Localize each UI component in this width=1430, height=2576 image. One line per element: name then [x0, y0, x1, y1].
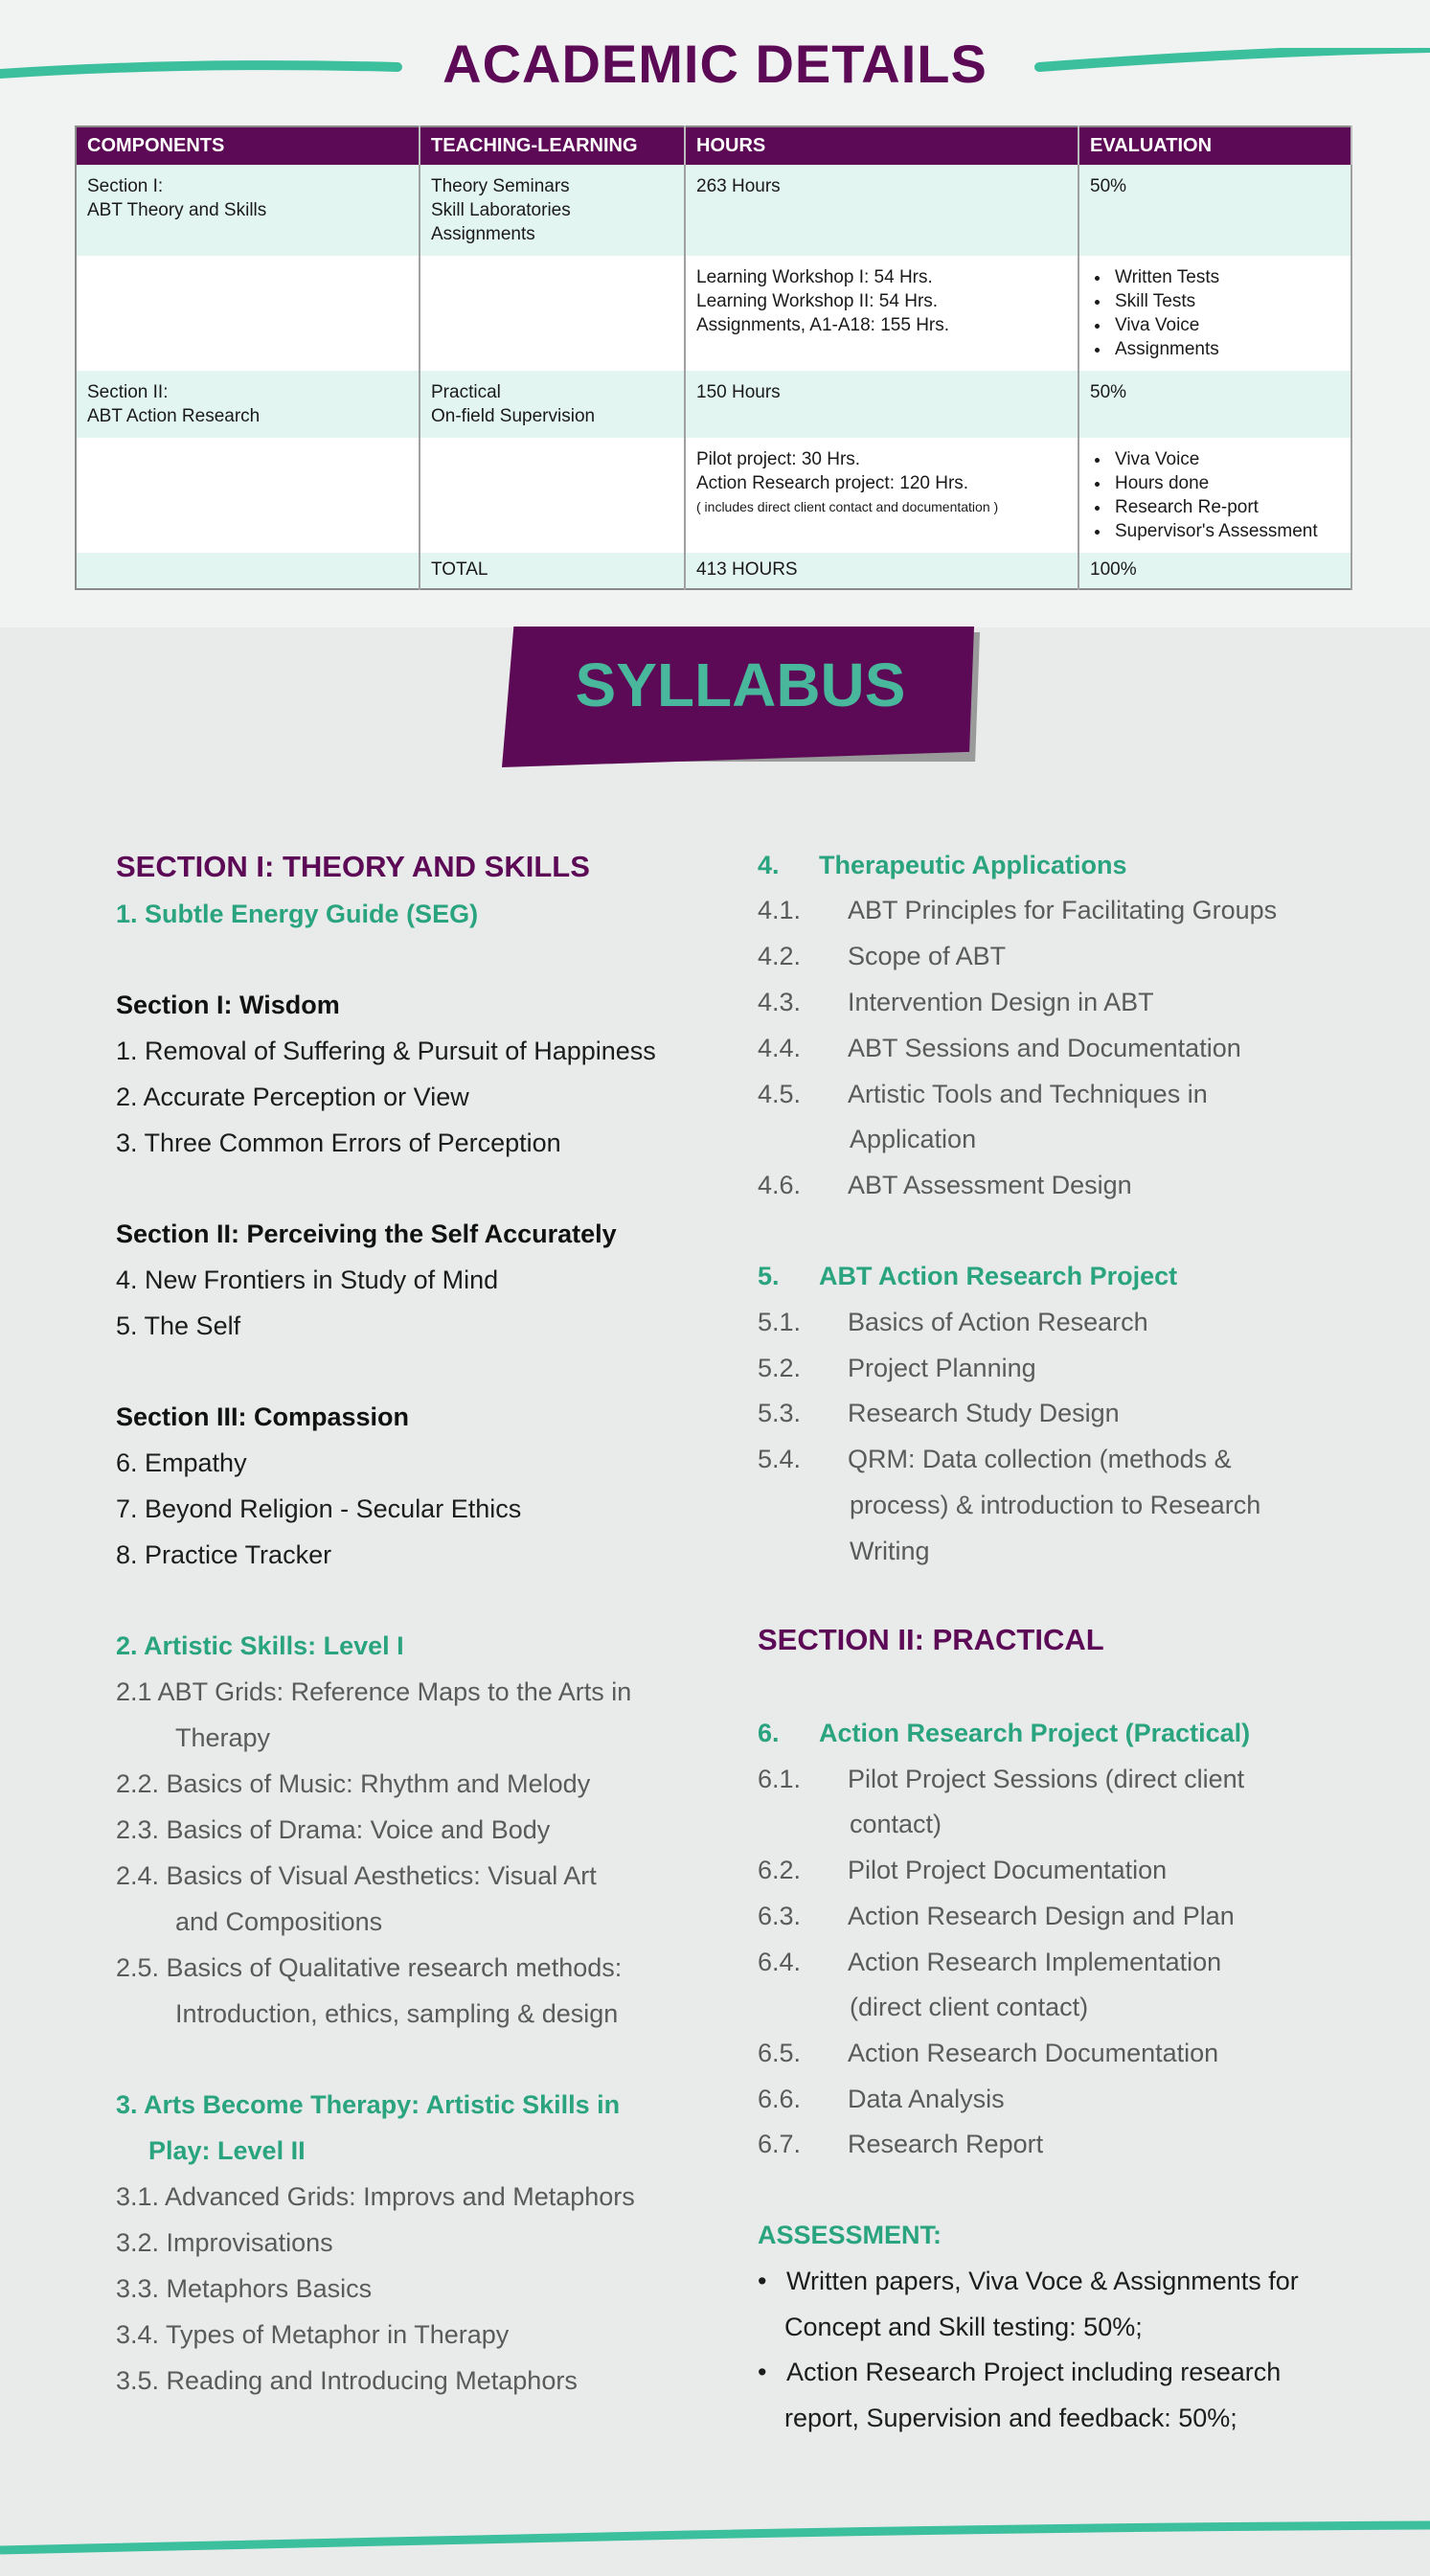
syllabus-item: report, Supervision and feedback: 50%; — [784, 2404, 1237, 2432]
table-cell — [1078, 438, 1351, 553]
table-header-row — [76, 126, 1351, 165]
table-cell: 50% — [1078, 371, 1351, 438]
column-header: EVALUATION — [1078, 126, 1351, 165]
syllabus-item: 7. Beyond Religion - Secular Ethics — [116, 1494, 522, 1523]
table-cell — [420, 438, 685, 553]
item-number: 5.2. — [758, 1354, 802, 1382]
list-item: • Research Re-port — [1111, 495, 1340, 519]
list-item: • Supervisor's Assessment — [1111, 519, 1340, 543]
syllabus-item: (direct client contact) — [850, 1993, 1089, 2021]
bullet: • — [758, 2358, 767, 2386]
syllabus-item: contact) — [850, 1810, 942, 1838]
syllabus-item: process) & introduction to Research — [850, 1491, 1261, 1519]
item-number: 4.4. — [758, 1034, 802, 1062]
syllabus-item: 6.7. Research Report — [758, 2122, 1043, 2168]
syllabus-item: 5.1. Basics of Action Research — [758, 1300, 1148, 1346]
evaluation-list — [1090, 265, 1340, 361]
table-cell: TOTAL — [420, 553, 685, 589]
syllabus-item: 5.4. QRM: Data collection (methods & — [758, 1437, 1232, 1483]
table-row — [76, 256, 1351, 371]
syllabus-item: Therapy — [175, 1723, 271, 1752]
module-heading: 3. Arts Become Therapy: Artistic Skills in — [116, 2090, 621, 2119]
table-cell: Pilot project: 30 Hrs. Action Research project: 120 Hrs. ( includes direct client contact and documentation ) — [685, 438, 1078, 553]
syllabus-item: 6.2. Pilot Project Documentation — [758, 1848, 1167, 1894]
module-heading: 1. Subtle Energy Guide (SEG) — [116, 900, 479, 928]
syllabus-item: Introduction, ethics, sampling & design — [175, 1999, 619, 2028]
item-number: 5.1. — [758, 1308, 802, 1336]
item-number: 6. — [758, 1719, 780, 1747]
item-number: 6.7. — [758, 2130, 802, 2158]
list-item: • Hours done — [1111, 471, 1340, 495]
item-number: 6.3. — [758, 1902, 802, 1930]
column-header: TEACHING-LEARNING — [420, 126, 685, 165]
table-cell: Section I: ABT Theory and Skills — [76, 165, 420, 256]
section-heading: SECTION II: PRACTICAL — [758, 1623, 1104, 1656]
syllabus-item: 2.1 ABT Grids: Reference Maps to the Arts in — [116, 1677, 632, 1706]
module-heading: 2. Artistic Skills: Level I — [116, 1631, 404, 1660]
item-number: 6.6. — [758, 2085, 802, 2113]
syllabus-item: 6.3. Action Research Design and Plan — [758, 1894, 1235, 1940]
item-number: 6.2. — [758, 1856, 802, 1884]
table-cell: 50% — [1078, 165, 1351, 256]
item-number: 4.1. — [758, 896, 802, 924]
list-item: • Assignments — [1111, 337, 1340, 361]
syllabus-item: 5.2. Project Planning — [758, 1346, 1036, 1392]
syllabus-item: 6.4. Action Research Implementation — [758, 1940, 1221, 1986]
syllabus-item: 2.5. Basics of Qualitative research methods: — [116, 1953, 623, 1982]
item-number: 6.5. — [758, 2039, 802, 2067]
syllabus-item: Concept and Skill testing: 50%; — [784, 2313, 1143, 2341]
academic-details-table — [75, 125, 1352, 590]
page-title: ACADEMIC DETAILS — [443, 34, 987, 94]
syllabus-item: 8. Practice Tracker — [116, 1540, 332, 1569]
syllabus-item: 5.3. Research Study Design — [758, 1391, 1120, 1437]
syllabus-item: 2. Accurate Perception or View — [116, 1083, 469, 1111]
item-number: 6.4. — [758, 1948, 802, 1976]
table-cell — [1078, 256, 1351, 371]
syllabus-item: 4.1. ABT Principles for Facilitating Groups — [758, 888, 1277, 934]
syllabus-item: 2.2. Basics of Music: Rhythm and Melody — [116, 1769, 591, 1798]
bullet: • — [758, 2267, 767, 2295]
syllabus-item: 1. Removal of Suffering & Pursuit of Happiness — [116, 1037, 656, 1065]
syllabus-item: 3.5. Reading and Introducing Metaphors — [116, 2366, 578, 2395]
column-header: COMPONENTS — [76, 126, 420, 165]
syllabus-item: 4. New Frontiers in Study of Mind — [116, 1265, 499, 1294]
table-row-total — [76, 553, 1351, 589]
table-row — [76, 165, 1351, 256]
table-cell: Practical On-field Supervision — [420, 371, 685, 438]
table-cell: 100% — [1078, 553, 1351, 589]
section-heading: SECTION I: THEORY AND SKILLS — [116, 850, 590, 883]
item-number: 4.3. — [758, 988, 802, 1016]
list-item: • Skill Tests — [1111, 289, 1340, 313]
table-cell: Theory Seminars Skill Laboratories Assignments — [420, 165, 685, 256]
syllabus-item: • Written papers, Viva Voce & Assignments for — [758, 2259, 1299, 2305]
syllabus-item: 2.4. Basics of Visual Aesthetics: Visual Art — [116, 1861, 597, 1890]
syllabus-item: 3.4. Types of Metaphor in Therapy — [116, 2320, 510, 2349]
syllabus-item: 2.3. Basics of Drama: Voice and Body — [116, 1815, 551, 1844]
syllabus-item: 4.5. Artistic Tools and Techniques in — [758, 1072, 1208, 1118]
table-row — [76, 371, 1351, 438]
item-number: 5.4. — [758, 1445, 802, 1473]
syllabus-item: 3.2. Improvisations — [116, 2228, 333, 2257]
syllabus-item: 4.4. ABT Sessions and Documentation — [758, 1026, 1241, 1072]
syllabus-banner-title: SYLLABUS — [575, 650, 906, 719]
syllabus-item: • Action Research Project including research — [758, 2350, 1281, 2396]
table-cell — [76, 553, 420, 589]
bottom-wave-decoration — [0, 2510, 1430, 2576]
syllabus-item: 3.3. Metaphors Basics — [116, 2274, 373, 2303]
table-cell: Learning Workshop I: 54 Hrs. Learning Workshop II: 54 Hrs. Assignments, A1-A18: 155 Hrs. — [685, 256, 1078, 371]
syllabus-item: 3.1. Advanced Grids: Improvs and Metaphors — [116, 2182, 635, 2211]
table-row — [76, 438, 1351, 553]
syllabus-item: Section I: Wisdom — [116, 991, 340, 1019]
column-header: HOURS — [685, 126, 1078, 165]
syllabus-item: 6. Empathy — [116, 1448, 247, 1477]
item-number: 4. — [758, 851, 780, 879]
syllabus-item: Application — [850, 1125, 977, 1153]
module-heading: 4. Therapeutic Applications — [758, 843, 1127, 889]
syllabus-item: 6.5. Action Research Documentation — [758, 2031, 1218, 2077]
module-heading: 5. ABT Action Research Project — [758, 1254, 1177, 1300]
table-cell: 150 Hours — [685, 371, 1078, 438]
module-heading: ASSESSMENT: — [758, 2221, 942, 2249]
list-item: • Written Tests — [1111, 265, 1340, 289]
module-heading: 6. Action Research Project (Practical) — [758, 1711, 1250, 1757]
item-number: 4.5. — [758, 1080, 802, 1108]
item-number: 4.6. — [758, 1171, 802, 1199]
item-number: 5. — [758, 1262, 780, 1290]
syllabus-item: 4.6. ABT Assessment Design — [758, 1163, 1132, 1209]
table-cell: 413 HOURS — [685, 553, 1078, 589]
table-cell — [76, 438, 420, 553]
syllabus-item: Writing — [850, 1537, 930, 1565]
table-cell — [76, 256, 420, 371]
item-number: 5.3. — [758, 1399, 802, 1427]
syllabus-item: 5. The Self — [116, 1311, 241, 1340]
syllabus-item: Section II: Perceiving the Self Accurately — [116, 1220, 617, 1248]
list-item: • Viva Voice — [1111, 447, 1340, 471]
syllabus-item: 4.2. Scope of ABT — [758, 934, 1006, 980]
syllabus-item: 3. Three Common Errors of Perception — [116, 1128, 561, 1157]
module-heading: Play: Level II — [148, 2136, 306, 2165]
table-cell: Section II: ABT Action Research — [76, 371, 420, 438]
syllabus-item: 6.1. Pilot Project Sessions (direct client — [758, 1757, 1244, 1803]
table-cell — [420, 256, 685, 371]
syllabus-item: 4.3. Intervention Design in ABT — [758, 980, 1154, 1026]
syllabus-item: Section III: Compassion — [116, 1402, 410, 1431]
syllabus-item: and Compositions — [175, 1907, 383, 1936]
syllabus-item: 6.6. Data Analysis — [758, 2077, 1005, 2123]
item-number: 4.2. — [758, 942, 802, 970]
evaluation-list — [1090, 447, 1340, 543]
list-item: • Viva Voice — [1111, 313, 1340, 337]
item-number: 6.1. — [758, 1765, 802, 1793]
table-cell: 263 Hours — [685, 165, 1078, 256]
